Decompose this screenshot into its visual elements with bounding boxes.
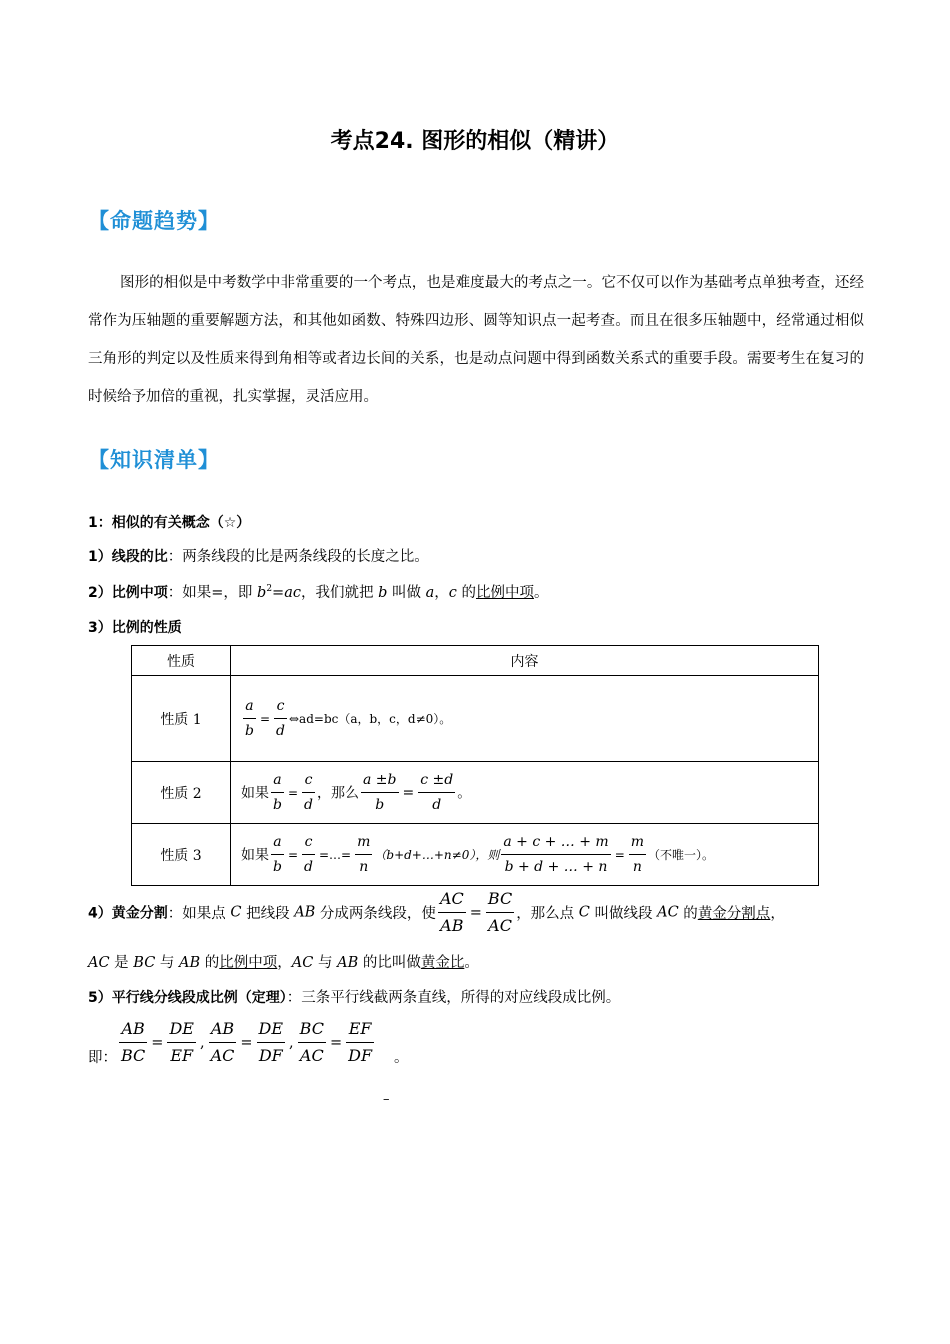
item4-term: 黄金分割点 xyxy=(697,906,771,922)
equals: = xyxy=(614,847,625,862)
item2-eq: =ac xyxy=(272,585,301,601)
item4-mid4: 叫做线段 xyxy=(589,906,658,922)
line2-AC2: AC xyxy=(291,955,314,971)
frac-num: EF xyxy=(346,1016,374,1043)
property-name: 性质 2 xyxy=(132,762,231,824)
item4-C: C xyxy=(230,904,242,921)
item4-mid5: 的 xyxy=(678,906,698,922)
frac-den: d xyxy=(432,797,442,813)
frac-den: d xyxy=(304,797,313,813)
item-mean-proportional xyxy=(88,581,548,602)
frac-num: DE xyxy=(257,1016,286,1043)
item2-sup: 2 xyxy=(266,584,273,595)
item4-C2: C xyxy=(578,904,590,921)
frac-den: AB xyxy=(440,916,464,935)
item2-b2: b xyxy=(378,585,388,601)
line2-f: 的比叫做 xyxy=(358,955,421,971)
frac-num: c xyxy=(302,768,315,793)
frac-den: BC xyxy=(121,1046,146,1065)
line2-d: ， xyxy=(277,955,292,971)
table-row xyxy=(132,824,819,886)
frac-num: DE xyxy=(167,1016,196,1043)
properties-table xyxy=(131,645,819,886)
equals: = xyxy=(151,1034,164,1051)
frac-num: a xyxy=(271,830,284,855)
item5-end: 。 xyxy=(394,1050,409,1066)
item2-a: a xyxy=(425,585,435,601)
frac-num: c xyxy=(302,830,315,855)
item4-AC: AC xyxy=(657,904,679,921)
line2-a: 是 xyxy=(109,955,134,971)
item4-end: ， xyxy=(770,906,785,922)
frac-den: EF xyxy=(170,1046,194,1065)
knowledge-heading: 【知识清单】 xyxy=(88,448,220,472)
parallel-formula xyxy=(88,1019,409,1069)
separator: , xyxy=(199,1034,205,1051)
table-header-content: 内容 xyxy=(231,646,819,676)
frac-den: DF xyxy=(258,1046,283,1065)
trend-heading: 【命题趋势】 xyxy=(88,209,220,233)
line2-AB: AB xyxy=(179,955,201,971)
property3-end: （不唯一）。 xyxy=(648,848,715,862)
item3-label: 3）比例的性质 xyxy=(88,620,182,636)
frac-den: b + d + … + n xyxy=(504,859,608,875)
frac-den: AC xyxy=(210,1046,235,1065)
property2-pre: 如果 xyxy=(241,785,269,802)
frac-den: d xyxy=(304,859,313,875)
table-row xyxy=(132,762,819,824)
frac-den: b xyxy=(273,859,282,875)
frac-num: c xyxy=(274,694,287,719)
item4-AB: AB xyxy=(294,904,316,921)
frac-num: AB xyxy=(119,1016,147,1043)
trailing-dash: – xyxy=(383,1092,390,1107)
trend-paragraph: 图形的相似是中考数学中非常重要的一个考点，也是难度最大的考点之一。它不仅可以作为基础考点单独考查，还经常作为压轴题的重要解题方法，和其他如函数、特殊四边形、圆等知识点一起考查。而且在很多压轴题中，经常通过相似三角形的判定以及性质来得到角相等或者边长间的关系，也是动点问题中得到函数关系式的重要手段。需要考生在复习的时候给予加倍的重视，扎实掌握，灵活应用。 xyxy=(88,275,864,405)
item-segment-ratio xyxy=(88,545,429,566)
item2-label: 2）比例中项 xyxy=(88,585,168,601)
item2-mid2: 叫做 xyxy=(387,585,426,601)
item2-end: 。 xyxy=(533,585,549,601)
golden-section-line2 xyxy=(88,951,479,972)
item5-prefix: 即： xyxy=(88,1050,117,1066)
line2-b: 与 xyxy=(155,955,180,971)
equals: = xyxy=(469,904,482,921)
table-header-property: 性质 xyxy=(132,646,231,676)
property2-end: 。 xyxy=(457,785,472,802)
frac-num: BC xyxy=(486,886,514,913)
concept-title: 1：相似的有关概念（☆） xyxy=(88,515,251,531)
item2-pre: ：如果=，即 xyxy=(167,585,258,601)
item4-mid2: 分成两条线段，使 xyxy=(315,906,436,922)
frac-num: c ±d xyxy=(418,768,455,793)
frac-num: m xyxy=(355,830,372,855)
property-name: 性质 1 xyxy=(132,676,231,762)
frac-num: a xyxy=(271,768,284,793)
frac-den: b xyxy=(375,797,385,813)
property1-rest: ⇔ad=bc（a，b，c，d≠0）。 xyxy=(289,712,452,726)
item4-mid1: 把线段 xyxy=(241,906,295,922)
line2-e: 与 xyxy=(313,955,338,971)
frac-den: b xyxy=(245,723,254,739)
frac-num: a xyxy=(243,694,256,719)
item1-label: 1）线段的比 xyxy=(88,549,168,565)
property2-mid: ，那么 xyxy=(317,785,359,802)
property-content xyxy=(231,676,819,762)
dots-equals: =…= xyxy=(319,847,352,862)
equals: = xyxy=(259,711,271,726)
frac-den: n xyxy=(359,859,369,875)
property-content xyxy=(231,824,819,886)
frac-num: a ±b xyxy=(361,768,399,793)
table-row xyxy=(132,676,819,762)
item2-c: c xyxy=(448,585,457,601)
frac-den: AC xyxy=(488,916,512,935)
item2-de: 的 xyxy=(456,585,476,601)
item-parallel-lines xyxy=(88,986,620,1007)
frac-num: BC xyxy=(298,1016,326,1043)
item2-b: b xyxy=(257,585,267,601)
property3-condition: （b+d+…+n≠0），则 xyxy=(374,848,500,862)
property3-pre: 如果 xyxy=(241,847,269,864)
line2-term2: 黄金比 xyxy=(420,955,465,971)
frac-den: DF xyxy=(348,1046,373,1065)
equals: = xyxy=(402,784,415,801)
equals: = xyxy=(287,785,299,800)
item2-term: 比例中项 xyxy=(475,585,534,601)
line2-end: 。 xyxy=(464,955,479,971)
frac-num: AB xyxy=(209,1016,237,1043)
equals: = xyxy=(287,847,299,862)
separator: , xyxy=(289,1034,294,1051)
line2-term: 比例中项 xyxy=(219,955,278,971)
item2-comma: ， xyxy=(434,585,449,601)
line2-AC: AC xyxy=(88,955,110,971)
equals: = xyxy=(329,1034,343,1051)
frac-num: a + c + … + m xyxy=(501,830,610,855)
page-title: 考点24. 图形的相似（精讲） xyxy=(330,129,620,154)
item2-mid: ，我们就把 xyxy=(300,585,379,601)
item4-mid3: ，那么点 xyxy=(516,906,579,922)
line2-AB2: AB xyxy=(337,955,359,971)
line2-BC: BC xyxy=(133,955,156,971)
item4-label: 4）黄金分割 xyxy=(88,905,168,922)
line2-c: 的 xyxy=(200,955,220,971)
frac-den: d xyxy=(276,723,285,739)
equals: = xyxy=(240,1034,253,1051)
frac-den: b xyxy=(273,797,282,813)
item1-text: ：两条线段的比是两条线段的长度之比。 xyxy=(167,549,429,565)
frac-den: n xyxy=(632,859,642,875)
item5-label: 5）平行线分线段成比例（定理） xyxy=(88,990,287,1006)
frac-num: AC xyxy=(438,886,466,913)
property-content xyxy=(231,762,819,824)
frac-den: AC xyxy=(299,1046,324,1065)
item4-pre: ：如果点 xyxy=(167,906,231,922)
frac-num: m xyxy=(629,830,646,855)
item5-text: ：三条平行线截两条直线，所得的对应线段成比例。 xyxy=(286,990,621,1006)
table-header-row xyxy=(132,646,819,676)
property-name: 性质 3 xyxy=(132,824,231,886)
item-golden-section xyxy=(88,886,785,939)
